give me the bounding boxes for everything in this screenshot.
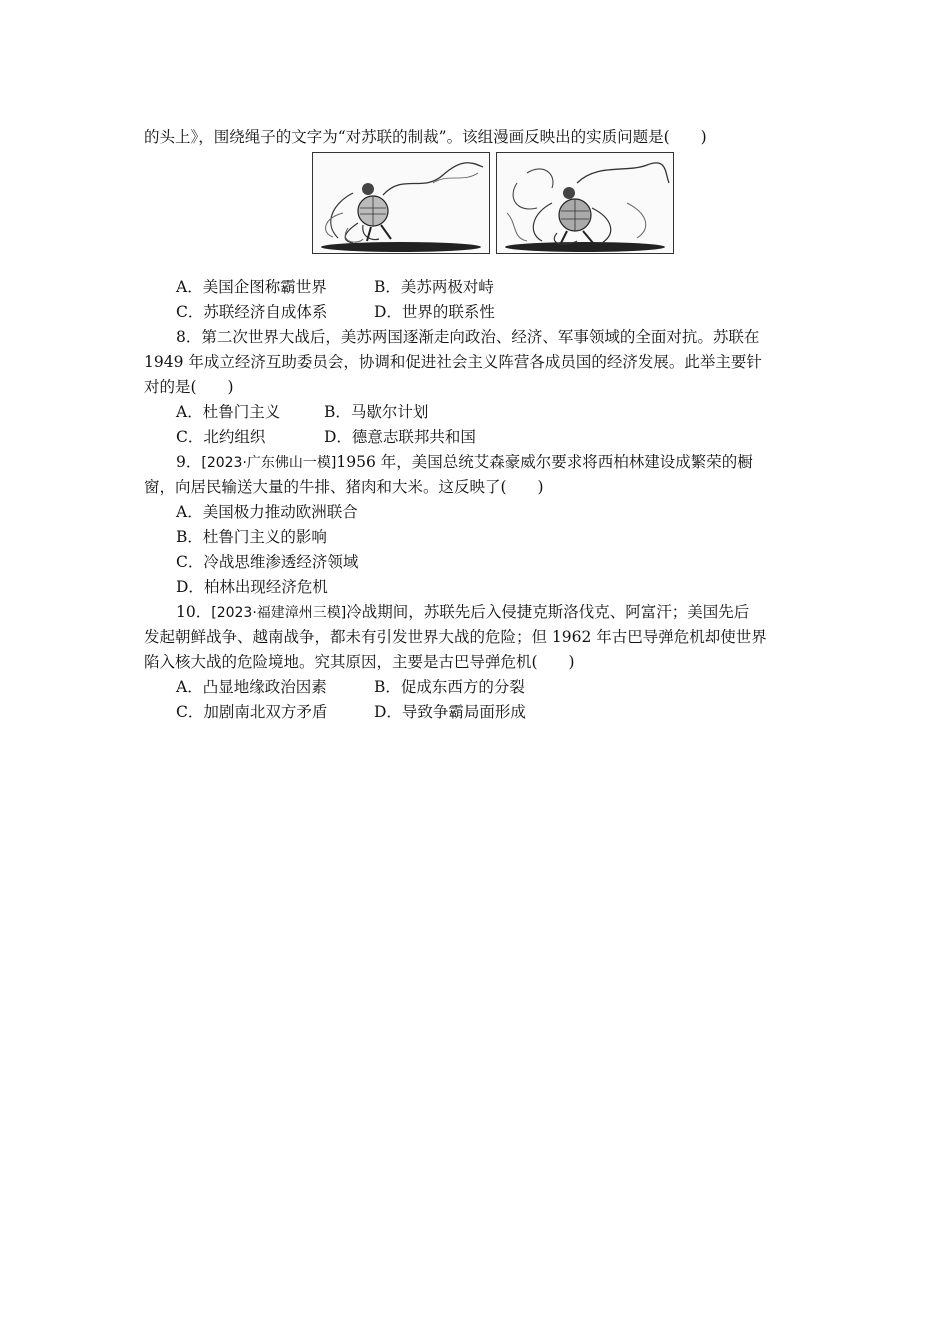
q10-option-d[interactable]: D．导致争霸局面形成 [374, 703, 526, 721]
q7-option-a[interactable]: A．美国企图称霸世界 [176, 278, 327, 296]
q9-option-b[interactable]: B．杜鲁门主义的影响 [176, 528, 327, 546]
q9-line-2: 窗，向居民输送大量的牛排、猪肉和大米。这反映了( ) [144, 478, 544, 496]
q8-options-row-2 [176, 427, 476, 447]
q10-line-1-text: 冷战期间，苏联先后入侵捷克斯洛伐克、阿富汗；美国先后 [346, 603, 750, 621]
q8-option-c[interactable]: C．北约组织 [176, 428, 266, 446]
q10-line-2: 发起朝鲜战争、越南战争，都未有引发世界大战的危险；但 1962 年古巴导弹危机却使世界 [144, 628, 767, 646]
cartoon-2-drawing [497, 153, 673, 253]
q8-option-d[interactable]: D．德意志联邦共和国 [324, 428, 476, 446]
q9-option-c[interactable]: C．冷战思维渗透经济领域 [176, 553, 359, 571]
q10-number: 10． [176, 603, 212, 621]
q7-intro-line: 的头上》，围绕绳子的文字为“对苏联的制裁”。该组漫画反映出的实质问题是( ) [144, 128, 707, 146]
q9-option-d[interactable]: D．柏林出现经济危机 [176, 578, 328, 596]
q10-option-c[interactable]: C．加剧南北双方矛盾 [176, 703, 328, 721]
q10-options-row-1 [176, 677, 525, 697]
q8-line-1: 8．第二次世界大战后，美苏两国逐渐走向政治、经济、军事领域的全面对抗。苏联在 [176, 328, 760, 346]
q8-option-a[interactable]: A．杜鲁门主义 [176, 403, 281, 421]
cartoon-1-image [312, 152, 490, 254]
cartoon-figures [312, 152, 672, 254]
q8-line-2: 1949 年成立经济互助委员会，协调和促进社会主义阵营各成员国的经济发展。此举主要针 [144, 353, 762, 371]
q7-options-row-1 [176, 277, 494, 297]
q9-number: 9． [176, 453, 202, 471]
q10-option-b[interactable]: B．促成东西方的分裂 [374, 678, 525, 696]
q8-option-b[interactable]: B．马歇尔计划 [324, 403, 429, 421]
q8-line-3: 对的是( ) [144, 378, 234, 396]
q9-option-a[interactable]: A．美国极力推动欧洲联合 [176, 503, 358, 521]
q10-source: [2023·福建漳州三模] [211, 605, 347, 621]
q7-option-b[interactable]: B．美苏两极对峙 [374, 278, 494, 296]
cartoon-1-drawing [313, 153, 489, 253]
q10-option-a[interactable]: A．凸显地缘政治因素 [176, 678, 327, 696]
q7-options-row-2 [176, 302, 495, 322]
q9-source: [2023·广东佛山一模] [201, 455, 337, 471]
q10-line-3: 陷入核大战的危险境地。究其原因，主要是古巴导弹危机( ) [144, 653, 575, 671]
q10-options-row-2 [176, 702, 526, 722]
q10-line-1 [176, 602, 749, 623]
cartoon-2-image [496, 152, 674, 254]
q8-options-row-1 [176, 402, 428, 422]
q9-line-1-text: 1956 年，美国总统艾森豪威尔要求将西柏林建设成繁荣的橱 [336, 453, 753, 471]
q7-option-d[interactable]: D．世界的联系性 [374, 303, 495, 321]
q7-option-c[interactable]: C．苏联经济自成体系 [176, 303, 328, 321]
q9-line-1 [176, 452, 753, 473]
